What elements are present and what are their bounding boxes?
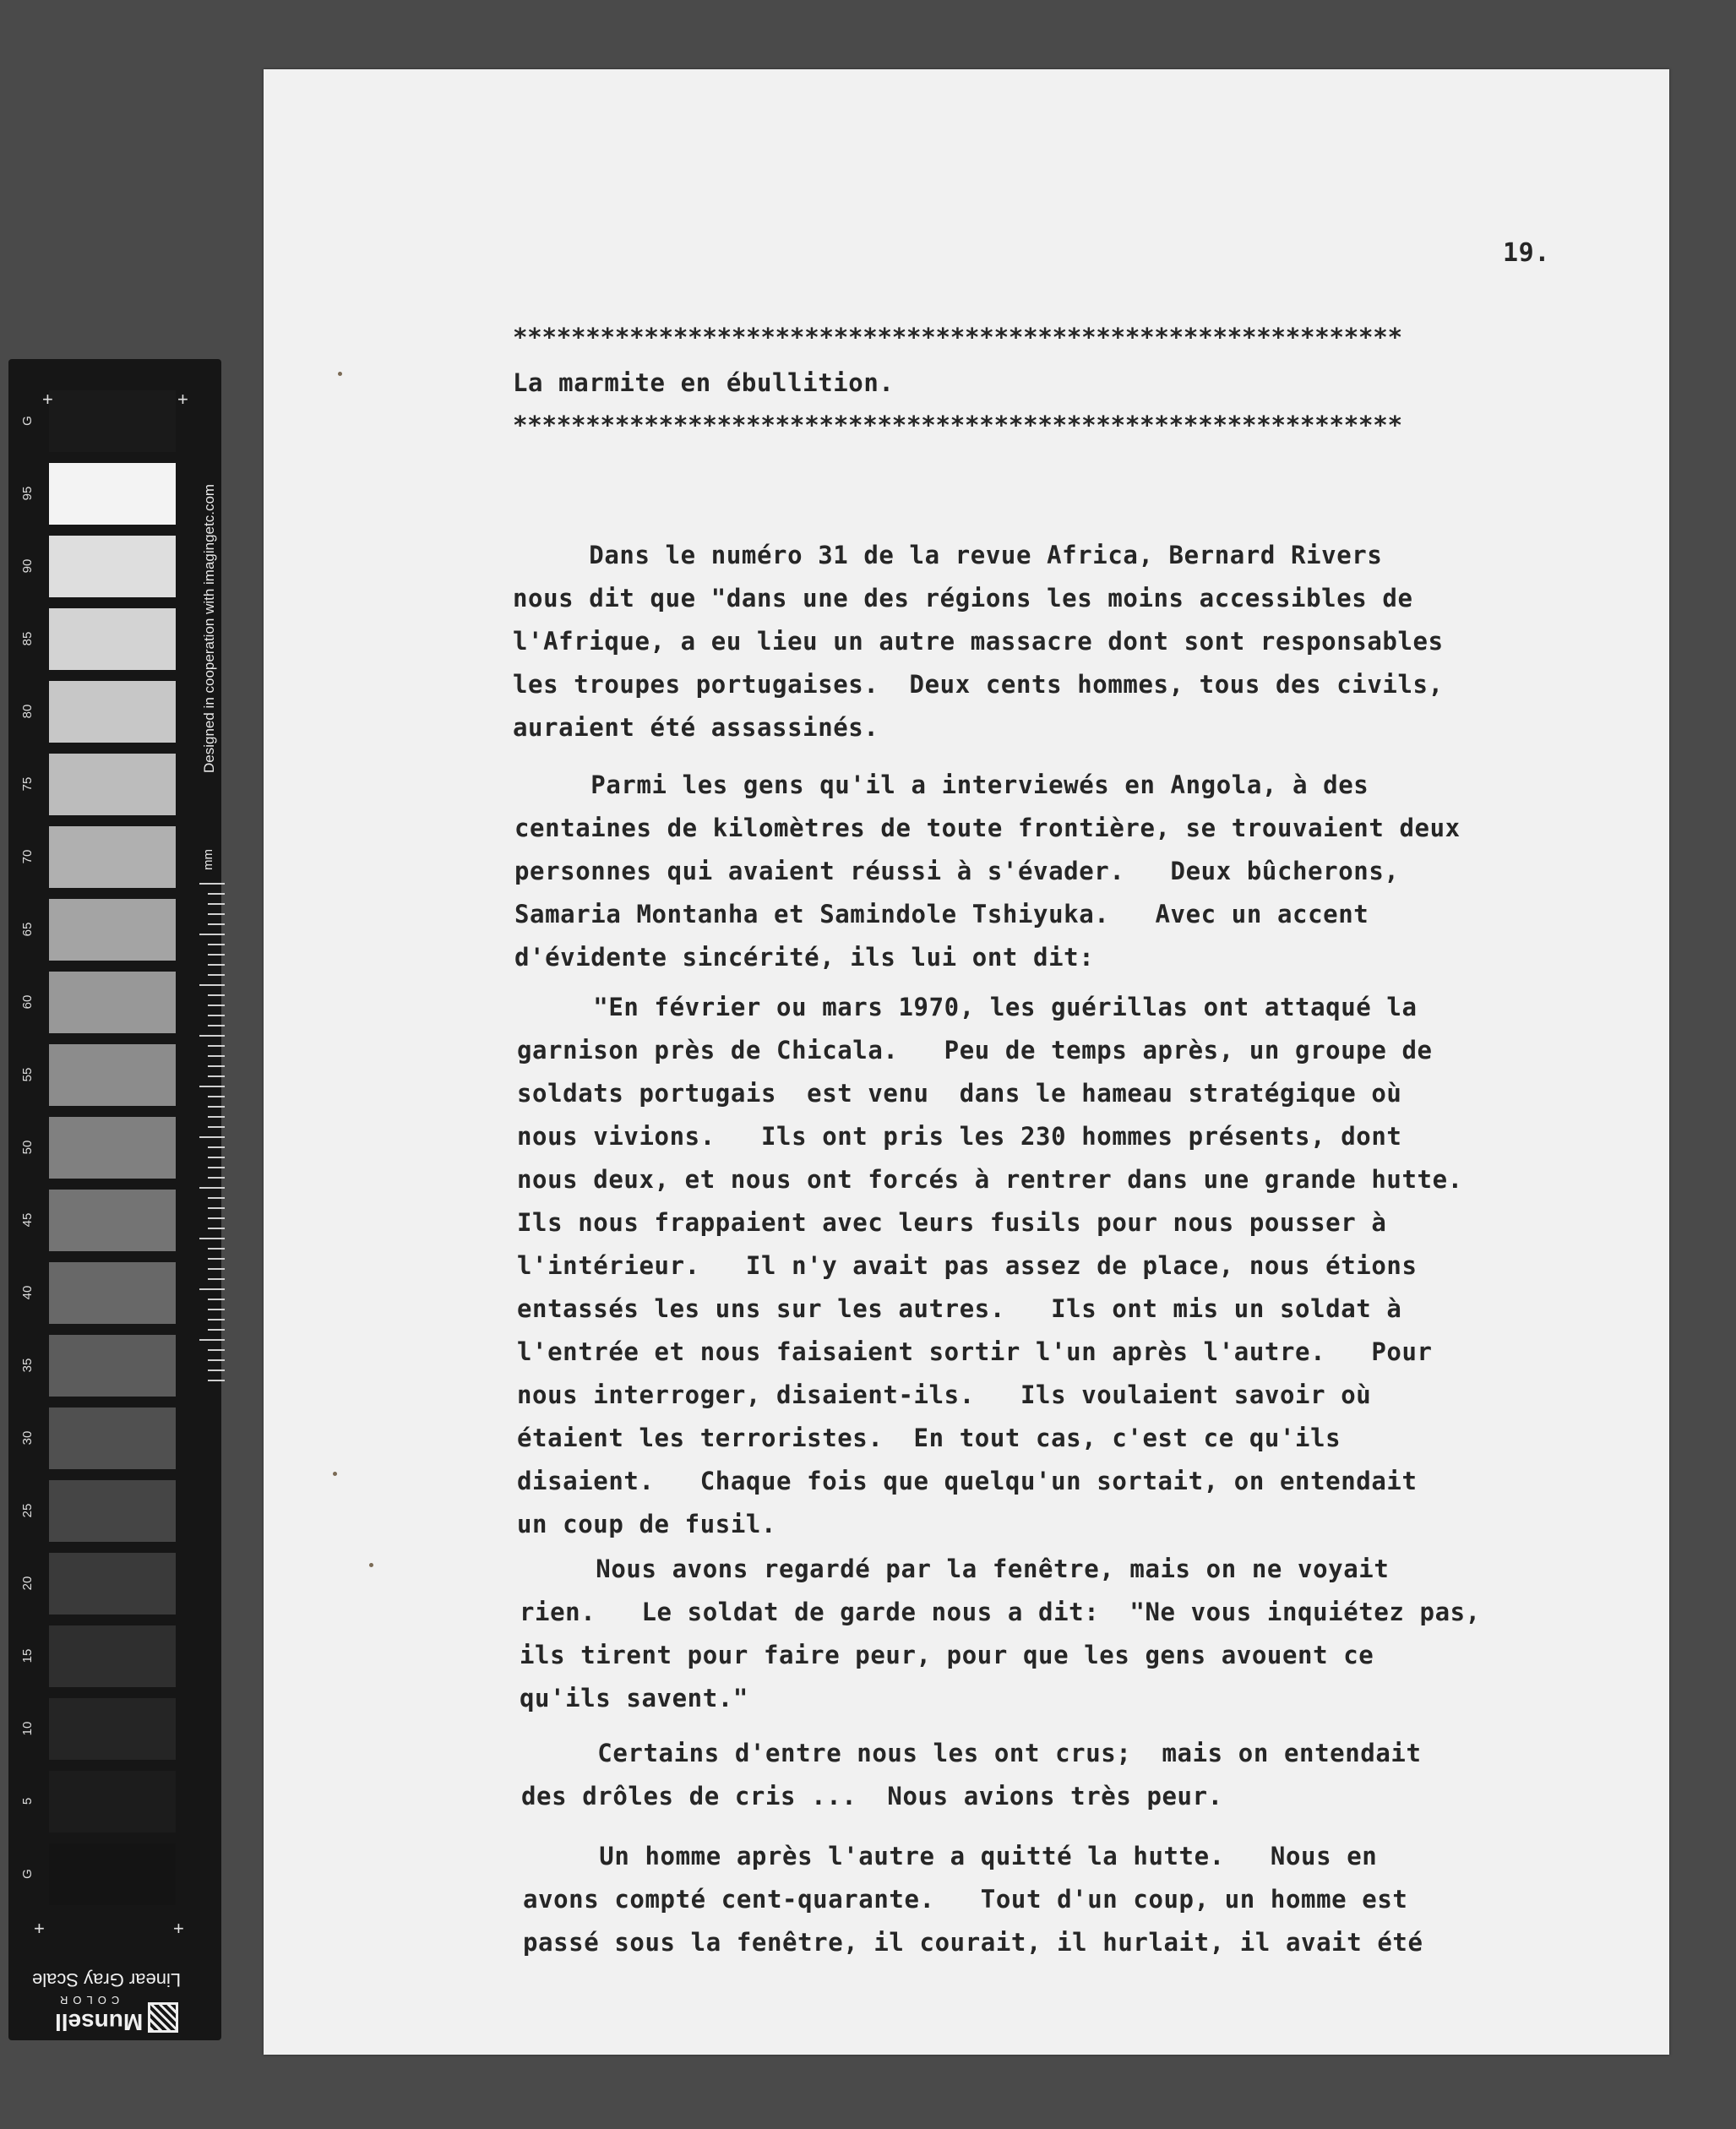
gray-chip-label: 85 — [20, 631, 35, 646]
text-line: un coup de fusil. — [517, 1510, 777, 1538]
gray-chip-label: 15 — [20, 1648, 35, 1663]
ruler-minor-ticks — [208, 883, 225, 1390]
text-line: auraient été assassinés. — [513, 713, 879, 742]
paper-speck — [369, 1563, 373, 1567]
text-line: personnes qui avaient réussi à s'évader. Deux bûcherons, — [514, 857, 1400, 885]
gray-chip — [49, 826, 176, 888]
text-line: nous vivions. Ils ont pris les 230 hommes présents, dont — [517, 1122, 1402, 1151]
text-line: disaient. Chaque fois que quelqu'un sortait, on entendait — [517, 1467, 1418, 1495]
text-line: soldats portugais est venu dans le hameau stratégique où — [517, 1079, 1402, 1108]
gray-chip-label: 70 — [20, 849, 35, 864]
star-rule-bottom: ************************************************************* — [513, 411, 1402, 439]
text-line: passé sous la fenêtre, il courait, il hurlait, il avait été — [523, 1928, 1423, 1957]
gray-chip-label: 40 — [20, 1285, 35, 1300]
text-line: Un homme après l'autre a quitté la hutte. Nous en — [523, 1842, 1378, 1870]
ruler-major-ticks — [199, 883, 208, 1390]
gray-chip-label: 50 — [20, 1140, 35, 1155]
gray-chip — [49, 1190, 176, 1251]
gray-chip-label: 10 — [20, 1721, 35, 1736]
text-line: Certains d'entre nous les ont crus; mais on entendait — [521, 1739, 1422, 1767]
gray-chip — [49, 899, 176, 961]
text-line: Ils nous frappaient avec leurs fusils pour nous pousser à — [517, 1208, 1387, 1237]
scale-name: Linear Gray Scale — [32, 1969, 182, 1990]
gray-chip — [49, 1408, 176, 1469]
text-line: Samaria Montanha et Samindole Tshiyuka. Avec un accent — [514, 900, 1369, 928]
gray-chip — [49, 1553, 176, 1614]
page-number: 19. — [1503, 238, 1550, 268]
gray-chip-label: 65 — [20, 922, 35, 937]
paragraph — [520, 1548, 1481, 1720]
gray-chip-label: 25 — [20, 1503, 35, 1518]
text-line: nous deux, et nous ont forcés à rentrer dans une grande hutte. — [517, 1165, 1463, 1194]
text-line: Parmi les gens qu'il a interviewés en Angola, à des — [514, 770, 1369, 799]
gray-chip-label: 90 — [20, 558, 35, 574]
document-page — [264, 69, 1669, 2055]
text-line: Dans le numéro 31 de la revue Africa, Bernard Rivers — [513, 541, 1383, 569]
paper-speck — [333, 1472, 337, 1476]
gray-chip — [49, 1771, 176, 1832]
registration-mark: + — [173, 1918, 184, 1939]
text-line: les troupes portugaises. Deux cents hommes, tous des civils, — [513, 670, 1444, 699]
registration-mark: + — [177, 389, 188, 410]
gray-chip-label: 55 — [20, 1067, 35, 1082]
gray-chip-label: 45 — [20, 1212, 35, 1228]
gray-chip — [49, 972, 176, 1033]
gray-chip — [49, 1335, 176, 1397]
registration-mark: + — [34, 1918, 45, 1939]
gray-chip — [49, 536, 176, 597]
gray-chip — [49, 1625, 176, 1687]
paragraph — [513, 534, 1444, 749]
gray-chip-label: 75 — [20, 776, 35, 792]
gray-chip-label: 35 — [20, 1358, 35, 1373]
gray-chip-label: 20 — [20, 1576, 35, 1591]
text-line: l'Afrique, a eu lieu un autre massacre dont sont responsables — [513, 627, 1444, 656]
gray-chip — [49, 1262, 176, 1324]
gray-chip — [49, 1843, 176, 1905]
text-line: avons compté cent-quarante. Tout d'un coup, un homme est — [523, 1885, 1408, 1914]
text-line: "En février ou mars 1970, les guérillas ont attaqué la — [517, 993, 1418, 1021]
text-line: nous dit que "dans une des régions les moins accessibles de — [513, 584, 1413, 613]
star-rule-top: ************************************************************* — [513, 323, 1402, 351]
text-line: d'évidente sincérité, ils lui ont dit: — [514, 943, 1095, 972]
gray-chip-label: G — [20, 416, 35, 426]
gray-chip — [49, 1698, 176, 1760]
gray-chip — [49, 1044, 176, 1106]
gray-chip-label: 60 — [20, 994, 35, 1010]
gray-chip-label: G — [20, 1869, 35, 1879]
ruler-unit: mm — [201, 849, 215, 870]
document-title: La marmite en ébullition. — [513, 368, 895, 397]
text-line: nous interroger, disaient-ils. Ils voulaient savoir où — [517, 1380, 1372, 1409]
registration-mark: + — [42, 389, 53, 410]
text-line: garnison près de Chicala. Peu de temps après, un groupe de — [517, 1036, 1433, 1064]
paragraph — [523, 1835, 1423, 1964]
text-line: ils tirent pour faire peur, pour que les gens avouent ce — [520, 1641, 1374, 1669]
gray-chip — [49, 390, 176, 452]
gray-chip — [49, 1117, 176, 1179]
text-line: qu'ils savent." — [520, 1684, 748, 1712]
paragraph — [514, 764, 1461, 979]
text-line: Nous avons regardé par la fenêtre, mais on ne voyait — [520, 1555, 1390, 1583]
text-line: entassés les uns sur les autres. Ils ont mis un soldat à — [517, 1294, 1402, 1323]
gray-chip-label: 80 — [20, 704, 35, 719]
gray-chip-label: 95 — [20, 486, 35, 501]
paragraph — [517, 986, 1463, 1546]
gray-chip — [49, 1480, 176, 1542]
gray-chip — [49, 754, 176, 815]
text-line: étaient les terroristes. En tout cas, c'est ce qu'ils — [517, 1424, 1341, 1452]
gray-chip-label: 30 — [20, 1430, 35, 1446]
gray-chip — [49, 463, 176, 525]
credit-text: Designed in cooperation with imagingetc.com — [201, 483, 217, 773]
text-line: centaines de kilomètres de toute frontière, se trouvaient deux — [514, 814, 1461, 842]
gray-chip — [49, 608, 176, 670]
text-line: l'intérieur. Il n'y avait pas assez de place, nous étions — [517, 1251, 1418, 1280]
gray-chip-label: 5 — [20, 1797, 35, 1805]
gray-chip — [49, 681, 176, 743]
brand-sub: COLOR — [55, 1994, 120, 2006]
text-line: l'entrée et nous faisaient sortir l'un après l'autre. Pour — [517, 1337, 1433, 1366]
paragraph — [521, 1732, 1422, 1818]
munsell-logo-icon — [148, 2002, 178, 2033]
brand-name: Munsell — [55, 2009, 144, 2035]
gray-scale-card — [8, 359, 221, 2040]
text-line: des drôles de cris ... Nous avions très peur. — [521, 1782, 1223, 1810]
text-line: rien. Le soldat de garde nous a dit: "Ne vous inquiétez pas, — [520, 1598, 1481, 1626]
paper-speck — [338, 372, 342, 376]
